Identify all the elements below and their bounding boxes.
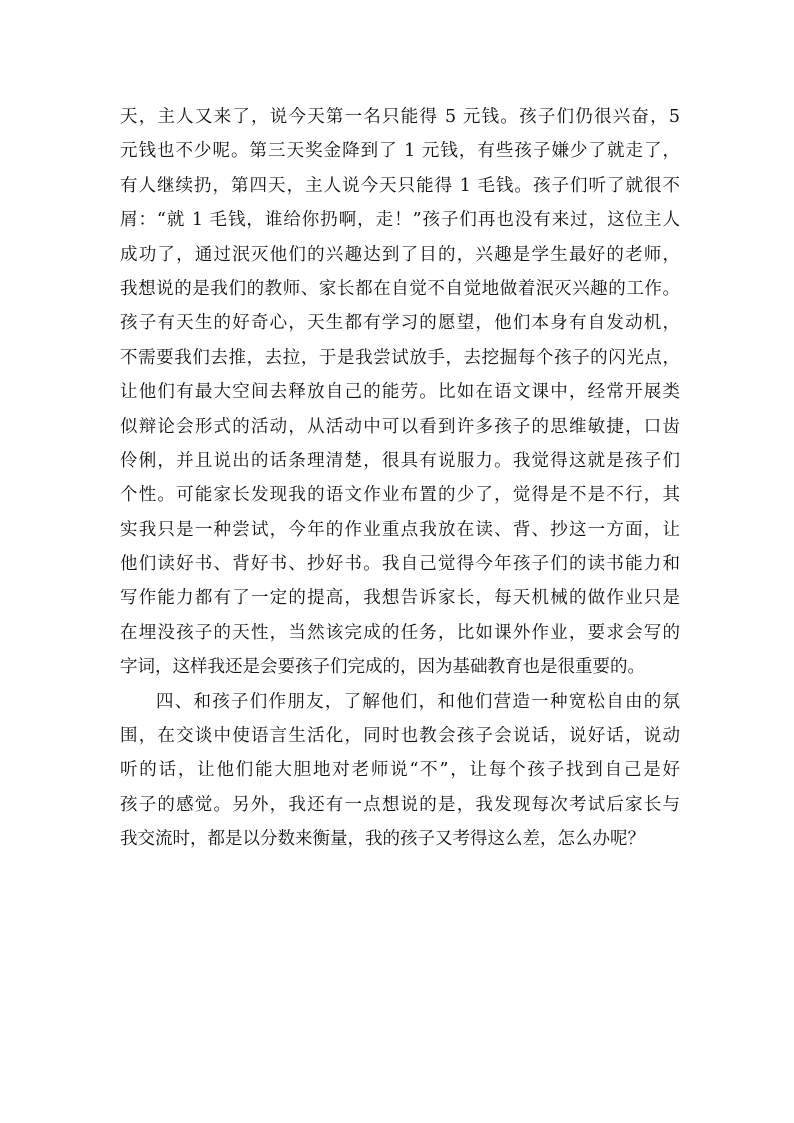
text-line: 屑：“就 1 毛钱，谁给你扔啊，走！”孩子们再也没有来过，这位主人 bbox=[120, 210, 680, 231]
text-line: 天，主人又来了，说今天第一名只能得 5 元钱。孩子们仍很兴奋，5 bbox=[120, 107, 680, 127]
text-line: 有人继续扔，第四天，主人说今天只能得 1 毛钱。孩子们听了就很不 bbox=[120, 175, 680, 196]
text-line: 孩子的感觉。另外，我还有一点想说的是，我发现每次考试后家长与 bbox=[120, 794, 680, 815]
text-line: 我想说的是我们的教师、家长都在自觉不自觉地做着泯灭兴趣的工作。 bbox=[120, 278, 680, 299]
body-text bbox=[120, 100, 680, 857]
text-line: 个性。可能家长发现我的语文作业布置的少了，觉得是不是不行，其 bbox=[120, 485, 680, 506]
text-line: 伶俐，并且说出的话条理清楚，很具有说服力。我觉得这就是孩子们 bbox=[120, 450, 680, 471]
text-line: 元钱也不少呢。第三天奖金降到了 1 元钱，有些孩子嫌少了就走了， bbox=[120, 141, 680, 162]
text-line: 让他们有最大空间去释放自己的能劳。比如在语文课中，经常开展类 bbox=[120, 382, 680, 403]
text-line: 四、和孩子们作朋友，了解他们，和他们营造一种宽松自由的氛 bbox=[156, 691, 680, 712]
text-line: 不需要我们去推，去拉，于是我尝试放手，去挖掘每个孩子的闪光点， bbox=[120, 347, 680, 368]
text-line: 写作能力都有了一定的提高，我想告诉家长，每天机械的做作业只是 bbox=[120, 588, 680, 609]
text-line: 实我只是一种尝试，今年的作业重点我放在读、背、抄这一方面，让 bbox=[120, 519, 680, 540]
text-line: 在埋没孩子的天性，当然该完成的任务，比如课外作业，要求会写的 bbox=[120, 622, 680, 643]
text-line: 似辩论会形式的活动，从活动中可以看到许多孩子的思维敏捷，口齿 bbox=[120, 416, 680, 437]
text-line: 围，在交谈中使语言生活化，同时也教会孩子会说话，说好话，说动 bbox=[120, 726, 680, 747]
text-line: 孩子有天生的好奇心，天生都有学习的愿望，他们本身有自发动机， bbox=[120, 313, 680, 334]
text-line: 成功了，通过泯灭他们的兴趣达到了目的，兴趣是学生最好的老师， bbox=[120, 244, 680, 265]
text-line: 听的话，让他们能大胆地对老师说“不”，让每个孩子找到自己是好 bbox=[120, 760, 680, 781]
text-line: 字词，这样我还是会要孩子们完成的，因为基础教育也是很重要的。 bbox=[120, 657, 645, 678]
text-line: 我交流时，都是以分数来衡量，我的孩子又考得这么差，怎么办呢？ bbox=[120, 829, 645, 850]
text-line: 他们读好书、背好书、抄好书。我自己觉得今年孩子们的读书能力和 bbox=[120, 554, 680, 575]
